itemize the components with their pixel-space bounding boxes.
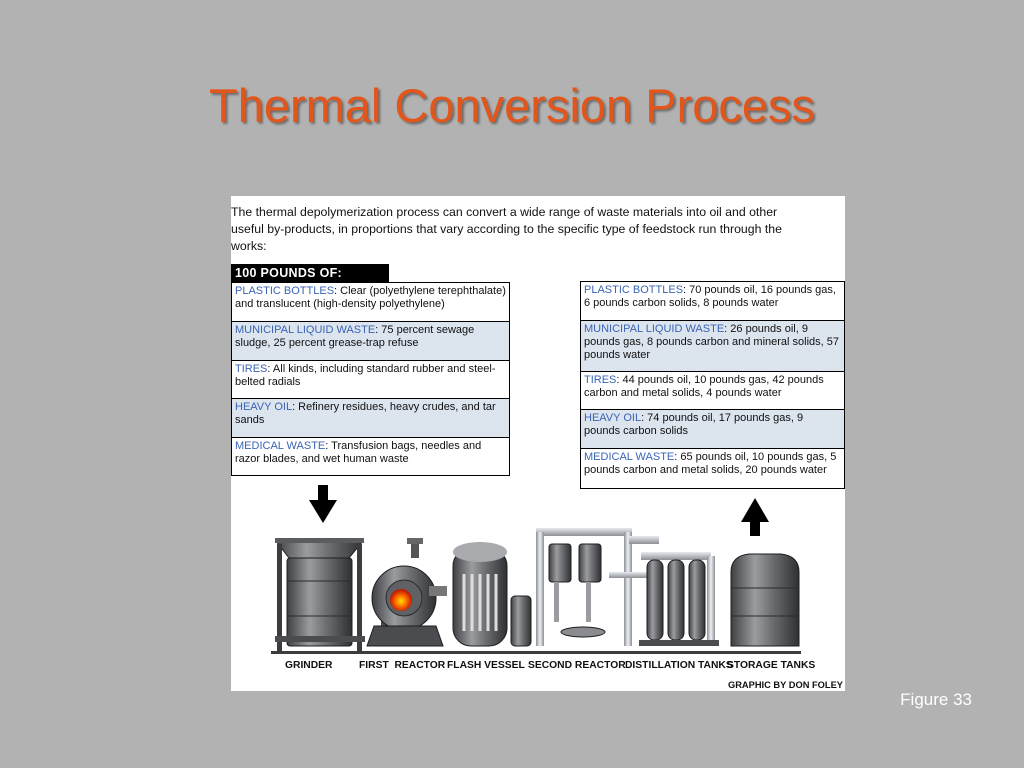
output-text: : 70 pounds oil, 16 pounds gas, 6 pounds carbon solids, 8 pounds water: [584, 284, 836, 309]
figure-label: Figure 33: [900, 690, 972, 709]
stage-label-grinder: GRINDER: [285, 660, 333, 671]
equipment-illustration: [231, 196, 845, 691]
first-reactor-illustration: [367, 538, 447, 646]
distillation-tanks-illustration: [639, 552, 719, 646]
stage-label-first-reactor: FIRST REACTOR: [359, 660, 446, 671]
input-text: : Transfusion bags, needles and razor blades, and wet human waste: [235, 439, 482, 465]
intro-text: The thermal depolymerization process can convert a wide range of waste materials into oil and other useful by-products, in proportions that vary according to the specific type of feedstock run through the works:: [231, 205, 782, 253]
grinder-illustration: [275, 538, 365, 652]
storage-tanks-illustration: [731, 554, 799, 646]
stage-label-distillation-tanks: DISTILLATION TANKS: [625, 660, 733, 671]
input-text: : All kinds, including standard rubber and steel-belted radials: [235, 362, 496, 388]
output-text: : 74 pounds oil, 17 pounds gas, 9 pounds carbon solids: [584, 412, 804, 437]
slide-title: Thermal Conversion Process: [209, 79, 815, 132]
input-text: : 75 percent sewage sludge, 25 percent grease-trap refuse: [235, 324, 475, 350]
output-text: : 65 pounds oil, 10 pounds gas, 5 pounds carbon and metal solids, 20 pounds water: [584, 451, 837, 476]
input-label: HEAVY OIL: [235, 401, 293, 414]
input-label: MUNICIPAL LIQUID WASTE: [235, 324, 376, 337]
input-arrow-icon: [309, 485, 337, 523]
stage-label-flash-vessel: FLASH VESSEL: [447, 660, 525, 671]
output-text: : 26 pounds oil, 9 pounds gas, 8 pounds carbon and mineral solids, 57 pounds water: [584, 323, 840, 361]
output-arrow-icon: [741, 498, 769, 536]
input-label: PLASTIC BOTTLES: [235, 285, 335, 297]
input-text: : Clear (polyethylene terephthalate) and translucent (high-density polyethylene): [235, 285, 506, 310]
output-label: MUNICIPAL LIQUID WASTE: [584, 323, 725, 335]
pounds-header: 100 POUNDS OF:: [231, 264, 389, 282]
input-text: : Refinery residues, heavy crudes, and tar sands: [235, 401, 496, 427]
output-label: TIRES: [584, 374, 617, 386]
output-label: MEDICAL WASTE: [584, 451, 675, 463]
input-label: TIRES: [235, 362, 268, 375]
output-text: : 44 pounds oil, 10 pounds gas, 42 pounds carbon and metal solids, 4 pounds water: [584, 374, 824, 399]
graphic-credit: GRAPHIC BY DON FOLEY: [727, 680, 843, 690]
output-label: PLASTIC BOTTLES: [584, 284, 684, 296]
stage-label-second-reactor: SECOND REACTOR: [528, 660, 626, 671]
stage-label-storage-tanks: STORAGE TANKS: [727, 660, 816, 671]
input-label: MEDICAL WASTE: [235, 439, 326, 452]
output-label: HEAVY OIL: [584, 412, 642, 424]
second-reactor-illustration: [536, 528, 659, 646]
process-graphic: [231, 196, 845, 691]
flash-vessel-illustration: [453, 542, 531, 646]
